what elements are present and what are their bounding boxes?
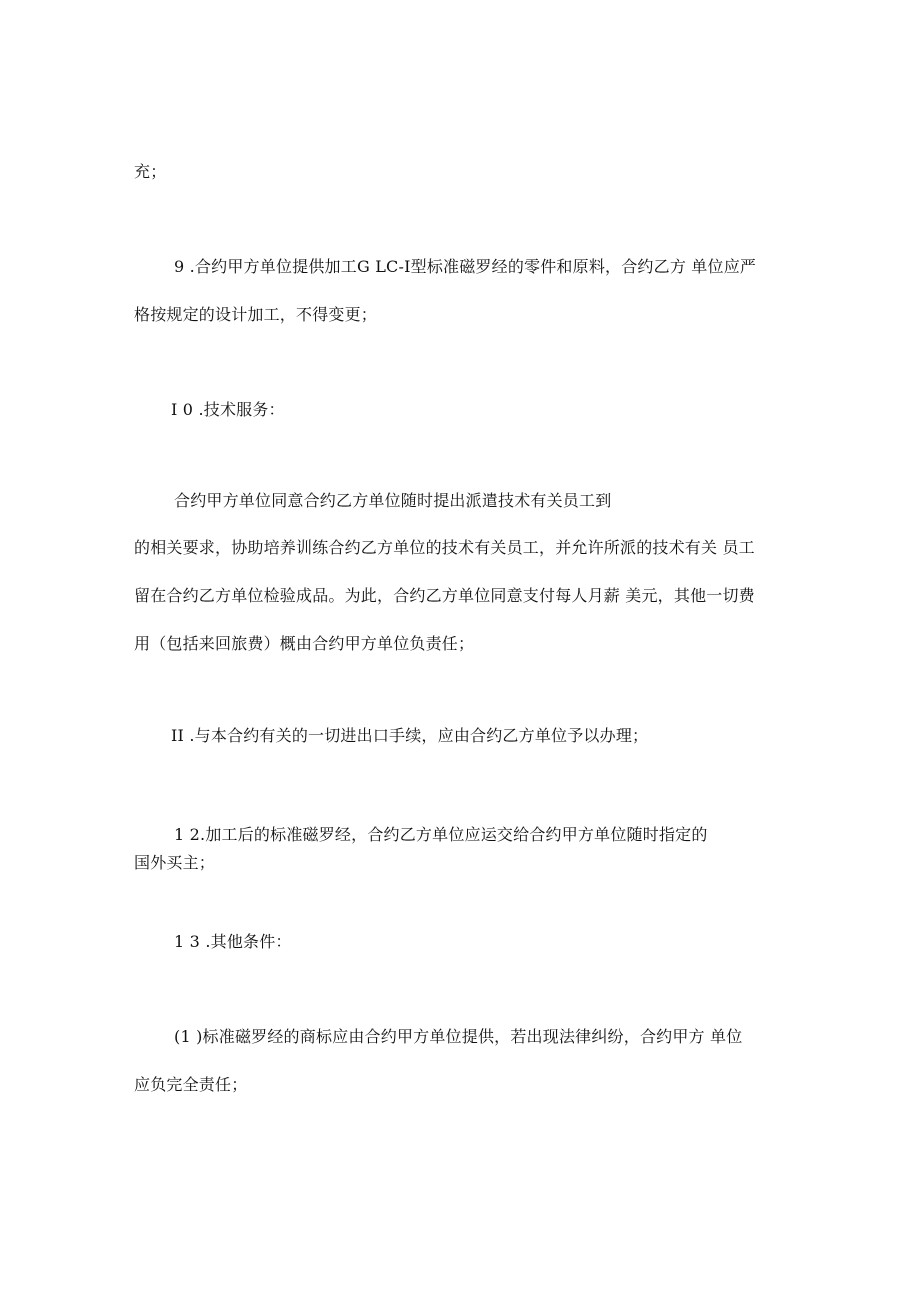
clause-10-line-4: 用（包括来回旅费）概由合约甲方单位负责任；: [134, 634, 475, 653]
clause-10-heading: I 0 .技术服务：: [171, 400, 285, 419]
clause-13-heading: 1 3 .其他条件：: [174, 932, 292, 951]
clause-13-item-1-line-1: (1 )标准磁罗经的商标应由合约甲方单位提供，若出现法律纠纷，合约甲方 单位: [174, 1027, 743, 1046]
text-line: 充；: [134, 162, 167, 181]
clause-10-line-2: 的相关要求，协助培养训练合约乙方单位的技术有关员工，并允许所派的技术有关 员工: [134, 538, 755, 557]
clause-12-line-2: 国外买主；: [134, 853, 216, 872]
clause-9-line-1: 9 .合约甲方单位提供加工G LC-I型标准磁罗经的零件和原料，合约乙方 单位应严: [174, 257, 757, 276]
clause-9-line-2: 格按规定的设计加工，不得变更；: [134, 305, 378, 324]
clause-12-line-1: 1 2.加工后的标准磁罗经，合约乙方单位应运交给合约甲方单位随时指定的: [174, 825, 708, 844]
clause-13-item-1-line-2: 应负完全责任；: [134, 1075, 248, 1094]
clause-10-line-3: 留在合约乙方单位检验成品。为此，合约乙方单位同意支付每人月薪 美元，其他一切费: [134, 586, 755, 605]
clause-11-line: II .与本合约有关的一切进出口手续，应由合约乙方单位予以办理；: [171, 726, 649, 745]
clause-10-line-1: 合约甲方单位同意合约乙方单位随时提出派遣技术有关员工到: [174, 491, 612, 510]
